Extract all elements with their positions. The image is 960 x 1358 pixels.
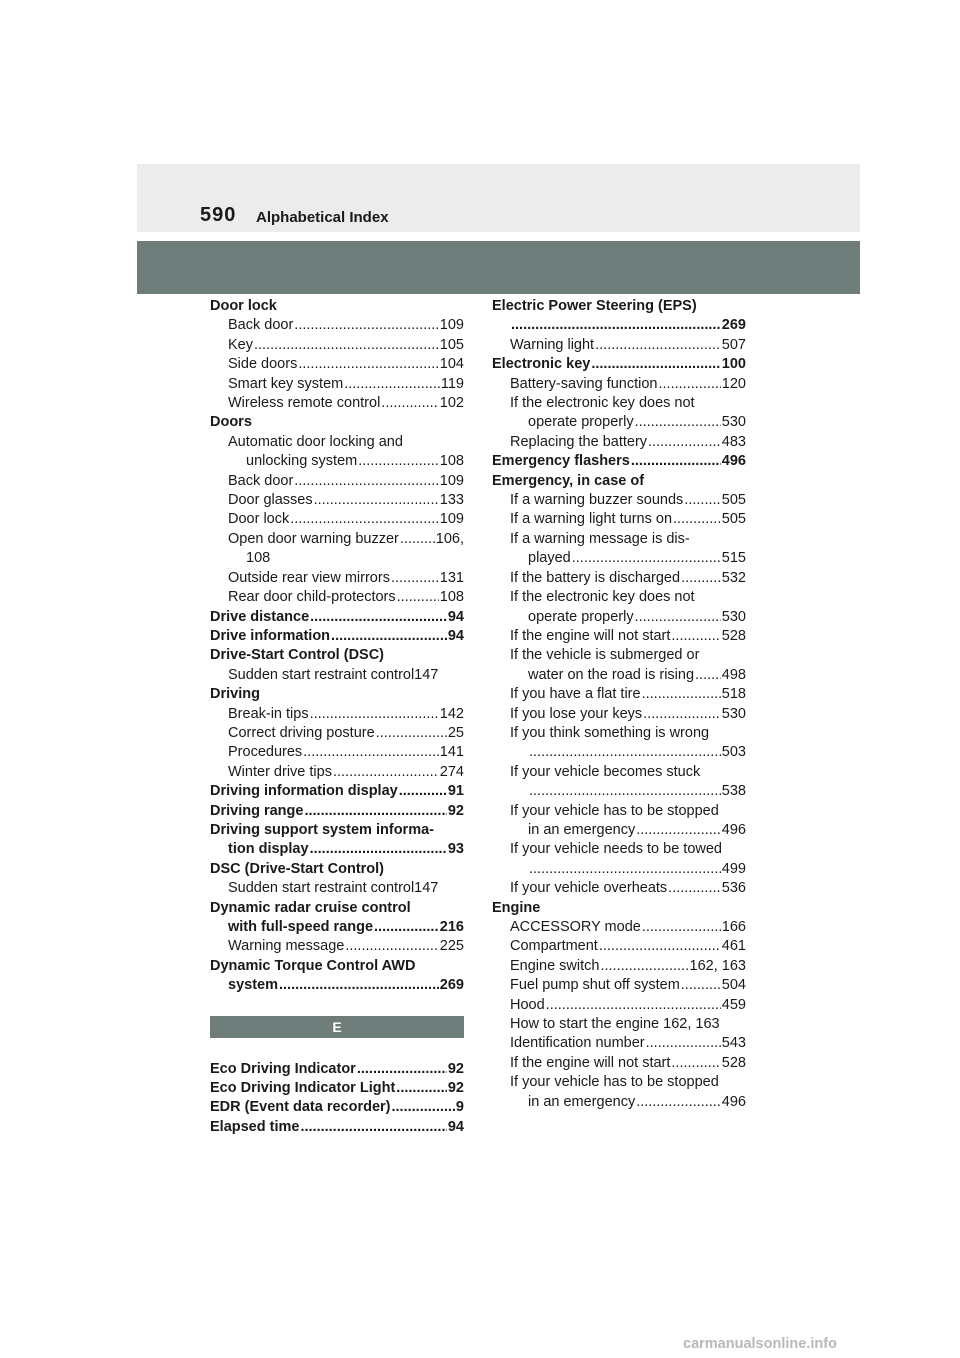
entry-label: Outside rear view mirrors — [228, 569, 390, 586]
leader-dots — [695, 666, 721, 685]
index-entry — [492, 491, 746, 510]
index-entry — [210, 355, 464, 374]
index-text-line: Sudden start restraint control147 — [228, 880, 439, 897]
leader-dots — [331, 627, 447, 646]
leader-dots — [279, 976, 439, 995]
entry-page: 120 — [721, 375, 746, 392]
entry-page: 515 — [721, 550, 746, 567]
leader-dots — [642, 685, 721, 704]
index-entry — [210, 840, 464, 859]
index-entry — [492, 355, 746, 374]
leader-dots — [636, 821, 721, 840]
entry-page: 91 — [447, 783, 464, 800]
entry-page: 507 — [721, 336, 746, 353]
leader-dots — [529, 782, 721, 801]
index-text-line: Emergency, in case of — [492, 472, 645, 489]
leader-dots — [635, 413, 721, 432]
index-entry — [210, 705, 464, 724]
leader-dots — [681, 976, 721, 995]
entry-label: Rear door child-protectors — [228, 589, 396, 606]
index-entry — [210, 782, 464, 801]
index-entry — [210, 608, 464, 627]
entry-label: Door lock — [228, 511, 290, 528]
leader-dots — [392, 1098, 455, 1117]
index-entry — [492, 1093, 746, 1112]
index-text-line: DSC (Drive-Start Control) — [210, 860, 385, 877]
index-entry — [210, 802, 464, 821]
entry-label: If a warning buzzer sounds — [510, 492, 684, 509]
entry-page: 543 — [721, 1035, 746, 1052]
index-entry — [492, 976, 746, 995]
index-column-right — [492, 297, 746, 1112]
entry-page: 93 — [447, 841, 464, 858]
index-text-line: Driving — [210, 686, 260, 703]
index-text-line: If your vehicle becomes stuck — [510, 763, 701, 780]
leader-dots — [376, 724, 447, 743]
entry-label: Driving range — [210, 802, 304, 819]
entry-page: 530 — [721, 705, 746, 722]
letter-section-bar: E — [210, 1016, 464, 1038]
entry-label: Drive distance — [210, 608, 310, 625]
index-text-line: How to start the engine 162, 163 — [510, 1016, 720, 1033]
index-entry — [210, 1079, 464, 1098]
index-entry — [492, 608, 746, 627]
entry-page: 9 — [455, 1099, 464, 1116]
leader-dots — [546, 996, 721, 1015]
entry-label: Procedures — [228, 744, 303, 761]
entry-label: Engine switch — [510, 957, 600, 974]
index-group-e — [210, 1060, 464, 1138]
entry-page: 530 — [721, 608, 746, 625]
index-text-line: 108 — [246, 550, 271, 567]
entry-page: 499 — [721, 860, 746, 877]
entry-page: 461 — [721, 938, 746, 955]
entry-page: 496 — [721, 821, 746, 838]
index-entry — [492, 375, 746, 394]
entry-page: 216 — [439, 919, 464, 935]
entry-page: 496 — [721, 453, 746, 470]
entry-page: 105 — [439, 336, 464, 353]
index-entry — [210, 937, 464, 956]
entry-page: 109 — [439, 472, 464, 489]
entry-label: Compartment — [510, 938, 598, 955]
entry-page: 496 — [721, 1093, 746, 1110]
index-entry — [210, 472, 464, 491]
leader-dots — [397, 588, 439, 607]
entry-label: Side doors — [228, 356, 298, 373]
leader-dots — [643, 705, 721, 724]
entry-label: Wireless remote control — [228, 395, 381, 412]
index-text-line: If your vehicle needs to be towed — [510, 841, 722, 858]
leader-dots — [310, 608, 447, 627]
entry-label: Eco Driving Indicator — [210, 1060, 356, 1077]
entry-page: 536 — [721, 880, 746, 897]
entry-page: 109 — [439, 511, 464, 528]
entry-label: If a warning light turns on — [510, 511, 673, 528]
index-entry — [492, 413, 746, 432]
index-text-line: Engine — [492, 899, 541, 916]
entry-page: 538 — [721, 783, 746, 800]
index-text-line: Dynamic radar cruise control — [210, 899, 411, 916]
leader-dots — [333, 763, 439, 782]
index-text-line: If you think something is wrong — [510, 724, 710, 741]
index-entry — [210, 452, 464, 471]
leader-dots — [314, 491, 439, 510]
leader-dots — [303, 743, 439, 762]
index-text-line: If your vehicle has to be stopped — [510, 1074, 719, 1091]
entry-page: 530 — [721, 414, 746, 431]
entry-page: 25 — [447, 724, 464, 741]
entry-page: 532 — [721, 569, 746, 586]
entry-label: Electronic key — [492, 356, 591, 373]
entry-label: operate properly — [528, 414, 634, 431]
entry-label: Battery-saving function — [510, 375, 658, 392]
entry-page: 142 — [439, 705, 464, 722]
watermark: carmanualsonline.info — [683, 1336, 837, 1352]
entry-label: EDR (Event data recorder) — [210, 1099, 391, 1116]
leader-dots — [529, 860, 721, 879]
index-entry — [210, 316, 464, 335]
leader-dots — [511, 316, 721, 335]
index-text-line: Driving support system informa- — [210, 821, 434, 838]
index-entry — [492, 1034, 746, 1053]
entry-page: 166 — [721, 919, 746, 935]
leader-dots — [294, 472, 439, 491]
entry-label: If the engine will not start — [510, 1054, 671, 1071]
entry-page: 528 — [721, 627, 746, 644]
leader-dots — [673, 510, 721, 529]
entry-page: 505 — [721, 511, 746, 528]
index-entry — [210, 530, 464, 549]
entry-page: 108 — [439, 453, 464, 470]
leader-dots — [642, 918, 721, 937]
leader-dots — [294, 316, 439, 335]
leader-dots — [595, 336, 721, 355]
entry-label: Smart key system — [228, 375, 344, 392]
entry-page: 109 — [439, 317, 464, 334]
entry-page: 269 — [439, 977, 464, 994]
index-text-line: If your vehicle has to be stopped — [510, 802, 719, 819]
entry-label: in an emergency — [528, 1093, 636, 1110]
leader-dots — [631, 452, 721, 471]
leader-dots — [358, 452, 439, 471]
entry-page: 133 — [439, 492, 464, 509]
entry-page: 94 — [447, 608, 464, 625]
entry-label: Break-in tips — [228, 705, 309, 722]
entry-label: Open door warning buzzer — [228, 530, 399, 547]
index-entry — [492, 705, 746, 724]
entry-page: 131 — [439, 569, 464, 586]
index-entry — [210, 918, 464, 937]
index-entry — [492, 569, 746, 588]
index-text-line: Doors — [210, 414, 252, 431]
index-column-left — [210, 297, 464, 1137]
index-entry — [210, 569, 464, 588]
entry-label: in an emergency — [528, 821, 636, 838]
leader-dots — [635, 608, 721, 627]
index-entry — [210, 588, 464, 607]
entry-label: Warning message — [228, 938, 345, 955]
index-text-line: Sudden start restraint control147 — [228, 666, 439, 683]
entry-label: ACCESSORY mode — [510, 919, 641, 935]
leader-dots — [254, 336, 439, 355]
leader-dots — [290, 510, 439, 529]
entry-page: 141 — [439, 744, 464, 761]
entry-page: 94 — [447, 1118, 464, 1135]
entry-label: Replacing the battery — [510, 433, 648, 450]
index-entry — [492, 743, 746, 762]
leader-dots — [529, 743, 721, 762]
index-entry — [210, 375, 464, 394]
index-group-d — [210, 297, 464, 996]
entry-label: Fuel pump shut off system — [510, 977, 680, 994]
leader-dots — [684, 491, 721, 510]
index-text-line: Electric Power Steering (EPS) — [492, 298, 697, 314]
index-entry — [492, 549, 746, 568]
entry-page: 92 — [447, 1080, 464, 1097]
leader-dots — [599, 937, 721, 956]
index-entry — [492, 918, 746, 937]
index-entry — [492, 452, 746, 471]
index-text-line: Automatic door locking and — [228, 433, 403, 450]
entry-page: 94 — [447, 627, 464, 644]
entry-label: Elapsed time — [210, 1118, 300, 1135]
index-text-line: Drive-Start Control (DSC) — [210, 647, 385, 664]
entry-page: 269 — [721, 317, 746, 334]
index-entry — [492, 937, 746, 956]
leader-dots — [396, 1079, 447, 1098]
index-text-line: If the vehicle is submerged or — [510, 647, 700, 664]
entry-page: 459 — [721, 996, 746, 1013]
entry-page: 498 — [721, 666, 746, 683]
leader-dots — [304, 802, 446, 821]
entry-label: Identification number — [510, 1035, 645, 1052]
leader-dots — [646, 1034, 721, 1053]
index-entry — [492, 782, 746, 801]
leader-dots — [671, 627, 720, 646]
entry-page: 162, 163 — [689, 957, 746, 974]
entry-page: 104 — [439, 356, 464, 373]
leader-dots — [391, 569, 439, 588]
entry-label: If the battery is discharged — [510, 569, 681, 586]
index-entry — [210, 394, 464, 413]
leader-dots — [681, 569, 721, 588]
index-entry — [492, 996, 746, 1015]
index-entry — [492, 627, 746, 646]
index-entry — [210, 743, 464, 762]
entry-label: Eco Driving Indicator Light — [210, 1080, 396, 1097]
entry-label: Back door — [228, 317, 294, 334]
entry-page: 108 — [439, 589, 464, 606]
index-entry — [492, 666, 746, 685]
index-text-line: If a warning message is dis- — [510, 530, 690, 547]
leader-dots — [381, 394, 439, 413]
entry-page: 483 — [721, 433, 746, 450]
entry-page: 274 — [439, 763, 464, 780]
entry-label: Back door — [228, 472, 294, 489]
entry-page: 100 — [721, 356, 746, 373]
leader-dots — [300, 1118, 446, 1137]
leader-dots — [591, 355, 720, 374]
index-entry — [210, 724, 464, 743]
header-top-band — [137, 164, 860, 232]
entry-page: 92 — [447, 802, 464, 819]
entry-label: Emergency flashers — [492, 453, 630, 470]
entry-label: If your vehicle overheats — [510, 880, 668, 897]
header-band — [137, 241, 860, 294]
index-text-line: If the electronic key does not — [510, 589, 695, 606]
entry-label: water on the road is rising — [528, 666, 695, 683]
section-title: Alphabetical Index — [256, 209, 389, 226]
entry-label: Warning light — [510, 336, 595, 353]
index-entry — [492, 336, 746, 355]
index-entry — [210, 336, 464, 355]
entry-label: If the engine will not start — [510, 627, 671, 644]
leader-dots — [298, 355, 438, 374]
entry-page: 503 — [721, 744, 746, 761]
leader-dots — [310, 840, 447, 859]
entry-label: system — [228, 977, 278, 994]
index-entry — [210, 627, 464, 646]
entry-page: 505 — [721, 492, 746, 509]
leader-dots — [374, 918, 439, 937]
index-entry — [210, 510, 464, 529]
entry-label: If you have a flat tire — [510, 686, 641, 703]
index-entry — [492, 1054, 746, 1073]
leader-dots — [671, 1054, 720, 1073]
index-entry — [492, 510, 746, 529]
leader-dots — [310, 705, 439, 724]
entry-label: Hood — [510, 996, 545, 1013]
entry-label: If you lose your keys — [510, 705, 643, 722]
leader-dots — [648, 433, 721, 452]
entry-page: 518 — [721, 686, 746, 703]
entry-label: Door glasses — [228, 492, 313, 509]
entry-label: tion display — [228, 841, 309, 858]
index-entry — [492, 433, 746, 452]
entry-label: Driving information display — [210, 783, 398, 800]
leader-dots — [600, 957, 688, 976]
index-entry — [492, 879, 746, 898]
index-entry — [210, 763, 464, 782]
index-text-line: If the electronic key does not — [510, 395, 695, 412]
leader-dots — [399, 782, 447, 801]
entry-page: 119 — [440, 375, 464, 392]
leader-dots — [345, 937, 438, 956]
index-entry — [492, 316, 746, 335]
index-entry — [210, 491, 464, 510]
entry-page: 102 — [439, 395, 464, 412]
index-entry — [210, 1098, 464, 1117]
leader-dots — [572, 549, 721, 568]
entry-label: Drive information — [210, 627, 331, 644]
entry-label: Winter drive tips — [228, 763, 332, 780]
index-entry — [492, 821, 746, 840]
entry-label: with full-speed range — [228, 919, 374, 935]
entry-label: played — [528, 550, 571, 567]
entry-page: 225 — [439, 938, 464, 955]
entry-page: 106, — [435, 530, 464, 547]
entry-label: unlocking system — [246, 453, 358, 470]
page-number: 590 — [200, 204, 237, 226]
leader-dots — [357, 1060, 447, 1079]
index-entry — [492, 860, 746, 879]
leader-dots — [659, 375, 721, 394]
index-entry — [492, 957, 746, 976]
entry-page: 92 — [447, 1060, 464, 1077]
leader-dots — [400, 530, 435, 549]
index-text-line: Dynamic Torque Control AWD — [210, 957, 416, 974]
index-text-line: Door lock — [210, 298, 277, 314]
index-entry — [210, 1060, 464, 1079]
entry-page: 504 — [721, 977, 746, 994]
leader-dots — [668, 879, 721, 898]
index-entry — [492, 685, 746, 704]
index-entry — [210, 1118, 464, 1137]
entry-label: operate properly — [528, 608, 634, 625]
entry-label: Key — [228, 336, 253, 353]
entry-page: 528 — [721, 1054, 746, 1071]
leader-dots — [636, 1093, 721, 1112]
leader-dots — [344, 375, 440, 394]
index-entry — [210, 976, 464, 995]
entry-label: Correct driving posture — [228, 724, 375, 741]
